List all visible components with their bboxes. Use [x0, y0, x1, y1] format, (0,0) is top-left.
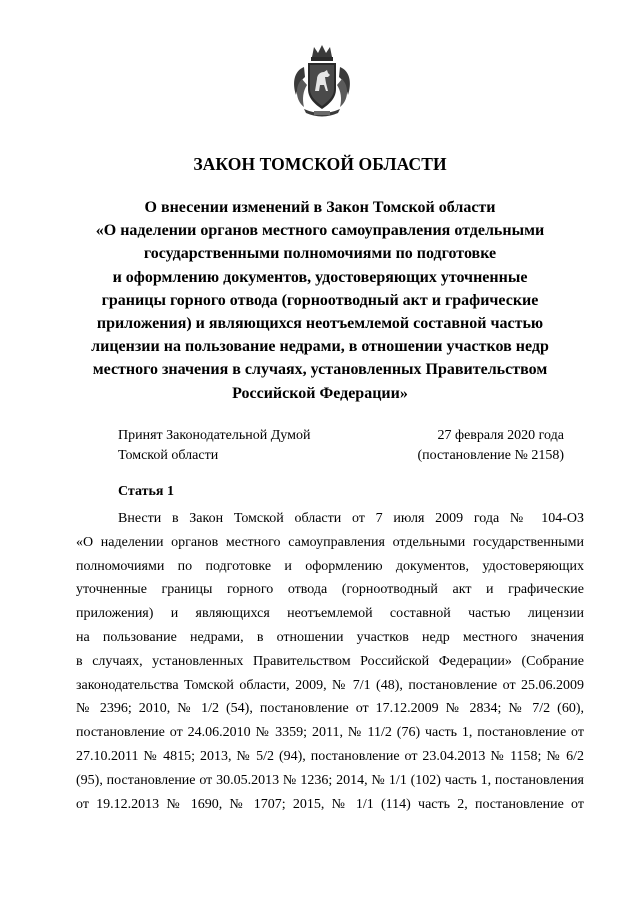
- body-line: (95), постановление от 30.05.2013 № 1236; 2014, № 1/1 (102) часть 1, постановления: [76, 772, 584, 788]
- subtitle-line: О внесении изменений в Закон Томской области: [144, 199, 496, 216]
- law-subtitle: [60, 196, 580, 405]
- subtitle-line: местного значения в случаях, установленных Правительством: [92, 361, 548, 379]
- body-line: № 2396; 2010, № 1/2 (54), постановление от 17.12.2009 № 2834; № 7/2 (60),: [76, 701, 584, 717]
- subtitle-line: государственными полномочиями по подготовке: [143, 245, 497, 263]
- adopted-by: [118, 426, 310, 466]
- adoption-date-line: 27 февраля 2020 года: [437, 428, 564, 443]
- subtitle-line: границы горного отвода (горноотводный акт и графические: [101, 291, 539, 309]
- article-body: [76, 507, 584, 816]
- subtitle-line: «О наделении органов местного самоуправления отдельными: [95, 222, 545, 240]
- body-line: приложения) и являющихся неотъемлемой составной частью лицензии: [76, 606, 584, 622]
- body-line: полномочиями по подготовке и оформлению документов, удостоверяющих: [76, 558, 584, 574]
- body-line: 27.10.2011 № 4815; 2013, № 5/2 (94), постановление от 23.04.2013 № 1158; № 6/2: [76, 748, 584, 764]
- law-title: ЗАКОН ТОМСКОЙ ОБЛАСТИ: [193, 154, 447, 174]
- body-line: на пользование недрами, в отношении участков недр местного значения: [76, 629, 584, 645]
- body-line: в случаях, установленных Правительством Российской Федерации» (Собрание: [76, 653, 584, 669]
- adopted-by-line: Принят Законодательной Думой: [118, 428, 311, 443]
- body-line: уточненные границы горного отвода (горноотводный акт и графические: [76, 582, 584, 598]
- subtitle-line: и оформлению документов, удостоверяющих уточненные: [112, 268, 528, 286]
- body-line: Внести в Закон Томской области от 7 июля 2009 года № 104-ОЗ: [118, 511, 584, 526]
- subtitle-line: Российской Федерации»: [232, 384, 408, 402]
- adopted-by-line: Томской области: [118, 448, 219, 463]
- subtitle-line: лицензии на пользование недрами, в отношении участков недр: [91, 338, 549, 356]
- adoption-date: [400, 426, 564, 466]
- body-line: законодательства Томской области, 2009, № 7/1 (48), постановление от 25.06.2009: [76, 677, 584, 693]
- body-line: «О наделении органов местного самоуправления отдельными государственными: [76, 534, 584, 550]
- tomsk-coat-of-arms-icon: [290, 43, 354, 119]
- body-line: постановление от 24.06.2010 № 3359; 2011, № 11/2 (76) часть 1, постановление от: [76, 725, 584, 741]
- article-heading: Статья 1: [118, 484, 174, 499]
- subtitle-line: приложения) и являющихся неотъемлемой составной частью: [96, 315, 544, 333]
- resolution-number: (постановление № 2158): [417, 448, 564, 463]
- body-line: от 19.12.2013 № 1690, № 1707; 2015, № 1/1 (114) часть 2, постановление от: [76, 796, 584, 812]
